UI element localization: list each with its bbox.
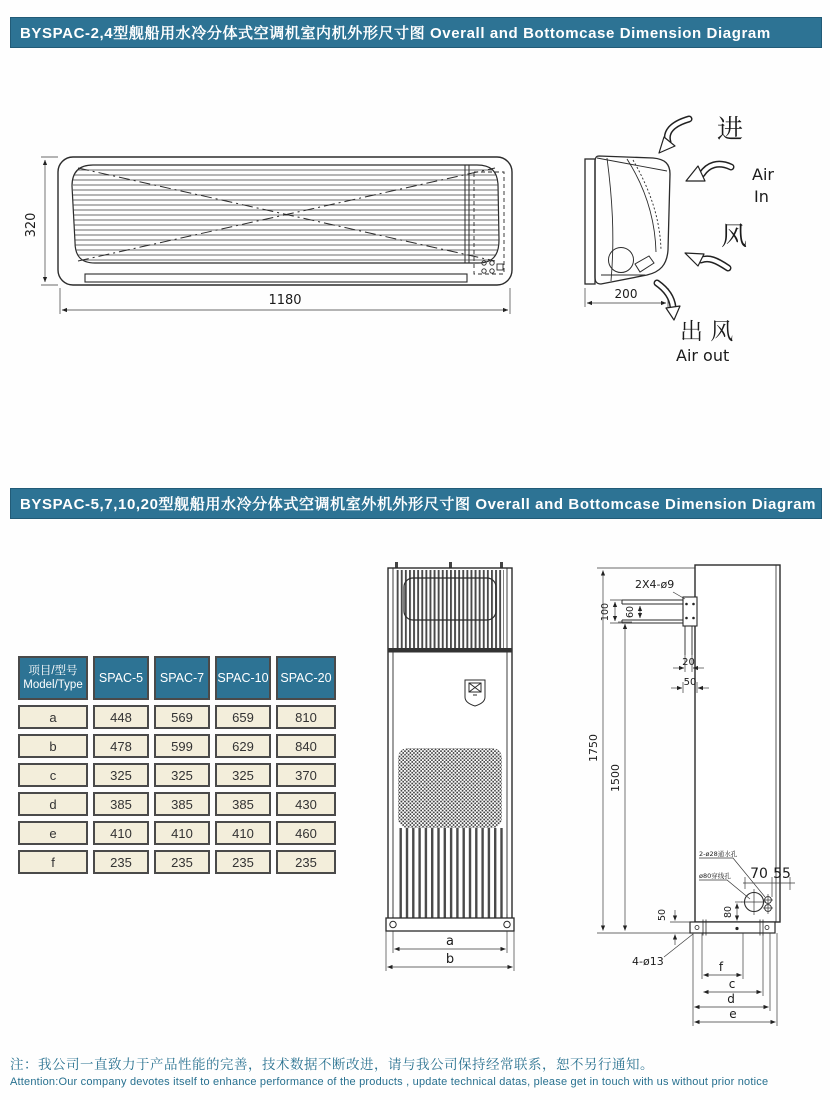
table-cell: 659 <box>215 705 271 729</box>
dim-50-base-label: 50 <box>657 908 668 922</box>
pipe-holes-label: 2-ø28通水孔 <box>699 850 738 858</box>
wall-mount-bracket <box>622 597 697 655</box>
mesh-grille <box>398 748 502 828</box>
air-in-arrow-icon <box>685 253 704 266</box>
table-cell: 410 <box>154 821 210 845</box>
banner-title: BYSPAC-5,7,10,20型舰船用水冷分体式空调机室外机外形尺寸图 Overall and Bottomcase Dimension Diagram <box>20 496 817 513</box>
table-cell: 235 <box>93 850 149 874</box>
section-banner-outdoor-unit <box>10 488 822 519</box>
air-outlet-flap <box>85 274 467 282</box>
table-row-b <box>18 734 336 758</box>
table-cell: 569 <box>154 705 210 729</box>
top-air-grille <box>396 570 504 648</box>
dim-1500-label: 1500 <box>609 764 622 792</box>
dim-a-label: a <box>446 934 454 949</box>
table-cell: 460 <box>276 821 336 845</box>
table-row-a <box>18 705 336 729</box>
brand-badge <box>465 680 485 706</box>
indoor-front-dimensions <box>41 157 510 314</box>
dim-width-label: 1180 <box>268 293 302 308</box>
footer-note <box>10 1053 825 1088</box>
indoor-unit-dimension-diagram <box>15 92 815 377</box>
table-row-d <box>18 792 336 816</box>
outdoor-front-cabinet <box>386 562 514 931</box>
table-header-row <box>18 656 336 700</box>
air-out-label-en: Air out <box>676 346 730 365</box>
footer-note-en: Attention:Our company devotes itself to enhance performance of the products , update technical datas, please get in touch with us without prior notice <box>10 1076 769 1088</box>
table-header-spac-7: SPAC-7 <box>154 656 210 700</box>
dim-depth-label: 200 <box>614 287 638 301</box>
row-label: f <box>18 850 88 874</box>
indoor-front-view-drawing <box>58 157 512 285</box>
spec-table <box>13 651 341 879</box>
table-cell: 385 <box>154 792 210 816</box>
table-cell: 235 <box>276 850 336 874</box>
air-in-label-en-1: Air <box>752 165 774 184</box>
row-label: c <box>18 763 88 787</box>
dim-70-label: 70 <box>750 866 768 882</box>
table-row-f <box>18 850 336 874</box>
table-cell: 385 <box>93 792 149 816</box>
dim-60-label: 60 <box>625 605 636 619</box>
table-cell: 629 <box>215 734 271 758</box>
outdoor-unit-side-view-diagram <box>585 548 830 1040</box>
table-cell: 478 <box>93 734 149 758</box>
top-holes-label: 2X4-ø9 <box>635 578 675 591</box>
table-header-model-type: 项目/型号 Model/Type <box>18 656 88 700</box>
table-cell: 235 <box>215 850 271 874</box>
row-label: a <box>18 705 88 729</box>
table-cell: 325 <box>93 763 149 787</box>
row-label: e <box>18 821 88 845</box>
airflow-arrows <box>657 119 731 320</box>
air-out-arrow-icon <box>666 306 680 320</box>
hanger-tab <box>449 562 452 568</box>
cable-hole-label: ø80穿线孔 <box>699 872 731 880</box>
section-banner-indoor-unit <box>10 17 822 48</box>
air-out-label-zh: 出 风 <box>680 319 734 345</box>
outlet-louver <box>635 256 654 272</box>
dim-20-label: 20 <box>682 657 695 668</box>
table-cell: 448 <box>93 705 149 729</box>
table-header-spac-5: SPAC-5 <box>93 656 149 700</box>
table-cell: 410 <box>215 821 271 845</box>
cross-centerlines <box>78 168 495 261</box>
dim-b-label: b <box>445 952 455 967</box>
base-holes-label: 4-ø13 <box>632 955 664 968</box>
air-in-label-zh-1: 进 <box>717 115 744 145</box>
outdoor-unit-front-view-diagram <box>368 545 533 990</box>
table-cell: 325 <box>154 763 210 787</box>
table-cell: 810 <box>276 705 336 729</box>
table-row-c <box>18 763 336 787</box>
dim-50-top-label: 50 <box>683 677 697 688</box>
footer-note-zh: 注：我公司一直致力于产品性能的完善，技术数据不断改进，请与我公司保持经常联系，恕不另行通知。 <box>10 1057 654 1072</box>
hanger-tab <box>395 562 398 568</box>
table-row-e <box>18 821 336 845</box>
table-cell: 840 <box>276 734 336 758</box>
lower-bar-grille <box>396 828 504 918</box>
table-cell: 235 <box>154 850 210 874</box>
table-cell: 430 <box>276 792 336 816</box>
table-cell: 599 <box>154 734 210 758</box>
dim-80-label: 80 <box>723 905 734 919</box>
dim-c-label: c <box>728 977 736 991</box>
hanger-tab <box>500 562 503 568</box>
table-cell: 385 <box>215 792 271 816</box>
dim-f-label: f <box>718 960 724 974</box>
row-label: d <box>18 792 88 816</box>
dim-100-label: 100 <box>600 602 611 622</box>
control-panel-outline <box>474 172 504 274</box>
base-plate <box>386 918 514 931</box>
air-in-arrow-icon <box>659 137 675 153</box>
dim-height-label: 320 <box>24 212 39 238</box>
indoor-side-view-drawing <box>585 156 670 284</box>
dim-e-label: e <box>729 1007 737 1021</box>
dim-d-label: d <box>727 992 735 1006</box>
table-header-spac-10: SPAC-10 <box>215 656 271 700</box>
table-header-spac-20: SPAC-20 <box>276 656 336 700</box>
row-label: b <box>18 734 88 758</box>
table-cell: 325 <box>215 763 271 787</box>
table-cell: 410 <box>93 821 149 845</box>
table-cell: 370 <box>276 763 336 787</box>
dim-55-label: 55 <box>773 866 791 882</box>
dim-1750-label: 1750 <box>587 734 600 762</box>
banner-title: BYSPAC-2,4型舰船用水冷分体式空调机室内机外形尺寸图 Overall and Bottomcase Dimension Diagram <box>20 25 771 42</box>
air-in-label-zh-2: 风 <box>721 222 748 252</box>
air-in-label-en-2: In <box>754 187 769 206</box>
